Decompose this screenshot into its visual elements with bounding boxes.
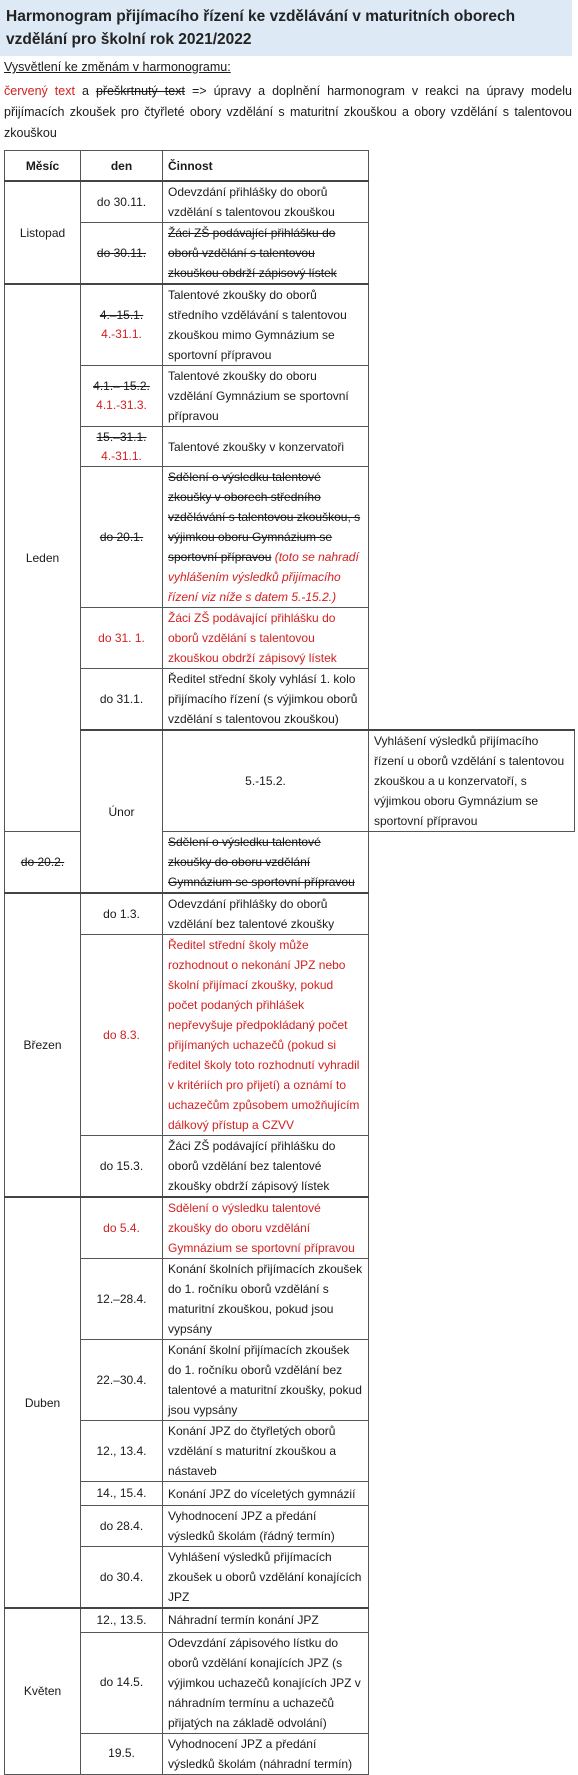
activity-text: (toto se nahradí vyhlášením výsledků přijímacího řízení viz níže s datem 5.-15.2.) <box>168 550 359 604</box>
legend-strike-text: přeškrtnutý text <box>95 84 185 98</box>
day-cell <box>81 1136 163 1198</box>
activity-text: Konání JPZ do čtyřletých oborů vzdělání s maturitní zkouškou a nástaveb <box>168 1424 337 1478</box>
day-text: do 30.4. <box>99 1569 144 1584</box>
header-day: den <box>81 151 163 182</box>
table-row <box>5 1733 575 1774</box>
day-cell <box>81 427 163 467</box>
day-cell <box>81 935 163 1136</box>
activity-cell <box>163 1340 369 1421</box>
day-cell <box>81 669 163 731</box>
activity-cell <box>163 893 369 935</box>
explanation-heading: Vysvětlení ke změnám v harmonogramu: <box>4 60 231 74</box>
day-cell <box>81 366 163 427</box>
table-row <box>5 1608 575 1632</box>
document-title: Harmonogram přijímacího řízení ke vzdělávání v maturitních oborech vzdělání pro školní rok 2021/2022 <box>6 8 516 48</box>
activity-text: Odevzdání přihlášky do oborů vzdělání bez talentové zkoušky <box>168 897 335 931</box>
day-cell <box>81 1340 163 1421</box>
activity-text: Náhradní termín konání JPZ <box>168 1613 319 1628</box>
activity-cell <box>163 832 369 894</box>
day-cell <box>81 1197 163 1259</box>
table-row <box>5 669 575 731</box>
table-row <box>5 893 575 935</box>
activity-text: Konání školních přijímacích zkoušek do 1. ročníku oborů vzdělání s maturitní zkouškou, pokud jsou vypsány <box>168 1262 363 1336</box>
activity-cell <box>163 1608 369 1632</box>
activity-cell <box>163 1259 369 1340</box>
title-banner <box>0 0 572 56</box>
table-row <box>5 1506 575 1547</box>
day-text: do 1.3. <box>103 906 140 921</box>
activity-cell <box>163 223 369 285</box>
table-row <box>5 223 575 285</box>
day-text: 15.–31.1. <box>96 429 147 444</box>
table-row <box>5 284 575 366</box>
activity-cell <box>163 1547 369 1609</box>
activity-text: Vyhlášení výsledků přijímacího řízení u oborů vzdělání s talentovou zkouškou a u konzervatoří, s výjimkou oboru Gymnázium se sportovní přípravou <box>374 734 565 828</box>
day-text: do 20.1. <box>99 529 144 544</box>
table-row <box>5 181 575 223</box>
header-activity: Činnost <box>163 151 369 182</box>
month-cell: Duben <box>5 1197 81 1608</box>
activity-text: Talentové zkoušky v konzervatoři <box>168 439 345 454</box>
activity-text: Sdělení o výsledku talentové zkoušky do oboru vzdělání Gymnázium se sportovní přípravou <box>168 835 355 889</box>
month-cell: Listopad <box>5 181 81 284</box>
activity-cell <box>163 181 369 223</box>
day-cell <box>81 284 163 366</box>
activity-text: Talentové zkoušky do oboru vzdělání Gymnázium se sportovní přípravou <box>168 369 349 423</box>
legend-and: a <box>74 84 96 98</box>
month-cell: Únor <box>81 730 163 893</box>
day-cell <box>81 1506 163 1547</box>
day-text: 19.5. <box>108 1746 135 1760</box>
activity-cell <box>163 427 369 467</box>
day-cell <box>81 1547 163 1609</box>
day-cell <box>81 1733 163 1774</box>
day-cell <box>81 1421 163 1482</box>
month-cell: Leden <box>5 284 81 832</box>
day-text: 22.–30.4. <box>96 1372 147 1387</box>
activity-cell <box>163 1482 369 1506</box>
header-month: Měsíc <box>5 151 81 182</box>
day-text: 12., 13.5. <box>96 1612 147 1627</box>
table-row <box>5 1136 575 1198</box>
day-cell <box>81 467 163 608</box>
table-row <box>5 467 575 608</box>
activity-text: Odevzdání přihlášky do oborů vzdělání s talentovou zkouškou <box>168 185 335 219</box>
table-row <box>5 1632 575 1733</box>
day-text: 12., 13.4. <box>96 1443 147 1458</box>
day-text: 4.–15.1. <box>99 308 144 322</box>
activity-text: Ředitel střední školy může rozhodnout o nekonání JPZ nebo školní přijímací zkoušky, pokud počet podaných přihlášek nepřevyšuje předpokládaný počet přijímaných uchazečů (pokud si ředitel školy toto rozhodnutí vyhradil v kritériích pro přijetí) a oznámí to uchazečům způsobem umožňujícím dálkový přístup a CZVV <box>168 938 360 1132</box>
table-header-row <box>5 151 575 182</box>
day-text: do 20.2. <box>20 854 65 869</box>
day-text: 4.1.-31.3. <box>96 398 147 412</box>
table-row <box>5 1547 575 1609</box>
table-row <box>5 1340 575 1421</box>
day-cell <box>81 608 163 669</box>
month-cell: Květen <box>5 1608 81 1774</box>
activity-cell <box>163 1136 369 1198</box>
activity-cell <box>163 1197 369 1259</box>
activity-text: Konání JPZ do víceletých gymnázií <box>168 1486 356 1501</box>
table-row <box>5 366 575 427</box>
activity-cell <box>163 1632 369 1733</box>
activity-cell <box>369 730 575 832</box>
activity-cell <box>163 1421 369 1482</box>
activity-text: Vyhlášení výsledků přijímacích zkoušek u oborů vzdělání konajících JPZ <box>168 1550 362 1604</box>
activity-text: Žáci ZŠ podávající přihlášku do oborů vzdělání s talentovou zkouškou obdrží zápisový lístek <box>168 611 337 665</box>
table-row <box>5 730 575 832</box>
activity-text: Vyhodnocení JPZ a předání výsledků školám (řádný termín) <box>168 1509 335 1543</box>
day-text: 4.1.– 15.2. <box>93 379 150 393</box>
activity-text: Talentové zkoušky do oborů středního vzdělávání s talentovou zkouškou mimo Gymnázium se sportovní přípravou <box>168 288 347 362</box>
explanation-text <box>4 81 572 144</box>
day-cell <box>81 1259 163 1340</box>
activity-text: Žáci ZŠ podávající přihlášku do oborů vzdělání bez talentové zkoušky obdrží zápisový lístek <box>168 1139 336 1193</box>
day-text: do 8.3. <box>103 1027 140 1042</box>
day-text: do 14.5. <box>99 1675 144 1689</box>
activity-cell <box>163 366 369 427</box>
day-text: 4.-31.1. <box>101 327 142 341</box>
month-cell: Březen <box>5 893 81 1197</box>
activity-cell <box>163 1506 369 1547</box>
table-row <box>5 1482 575 1506</box>
day-text: do 31. 1. <box>98 630 145 645</box>
activity-cell <box>163 1733 369 1774</box>
day-cell <box>81 1482 163 1506</box>
table-row <box>5 1197 575 1259</box>
day-text: 4.-31.1. <box>101 448 142 463</box>
table-row <box>5 935 575 1136</box>
activity-cell <box>163 669 369 731</box>
activity-text: Konání školní přijímacích zkoušek do 1. ročníku oborů vzdělání bez talentové a maturitní zkoušky, pokud jsou vypsány <box>168 1343 362 1417</box>
day-text: 14., 15.4. <box>96 1486 147 1500</box>
legend-description: => úpravy a doplnění harmonogram v reakci na úpravy modelu přijímacích zkoušek pro čtyřleté obory vzdělání s maturitní zkouškou a obory vzdělání s talentovou zkouškou <box>4 84 572 140</box>
day-text: do 30.11. <box>96 245 147 260</box>
day-text: 12.–28.4. <box>96 1291 147 1306</box>
day-cell <box>81 1632 163 1733</box>
day-text: do 15.3. <box>99 1158 144 1173</box>
activity-cell <box>163 935 369 1136</box>
schedule-table <box>4 150 575 1775</box>
day-cell <box>81 893 163 935</box>
activity-cell <box>163 608 369 669</box>
activity-text: Vyhodnocení JPZ a předání výsledků školám (náhradní termín) <box>168 1736 353 1771</box>
day-text: do 31.1. <box>99 691 144 706</box>
day-cell <box>81 181 163 223</box>
activity-text: Odevzdání zápisového lístku do oborů vzdělání konajících JPZ (s výjimkou uchazečů konajících JPZ v náhradním termínu a uchazečů přijatých na základě odvolání) <box>168 1635 361 1730</box>
day-cell <box>5 832 81 894</box>
activity-text: Ředitel střední školy vyhlásí 1. kolo přijímacího řízení (s výjimkou oborů vzdělání s talentovou zkouškou) <box>168 672 358 726</box>
activity-text: Žáci ZŠ podávající přihlášku do oborů vzdělání s talentovou zkouškou obdrží zápisový lístek <box>168 226 337 280</box>
table-row <box>5 608 575 669</box>
activity-text: Sdělení o výsledku talentové zkoušky do oboru vzdělání Gymnázium se sportovní přípravou <box>168 1201 355 1255</box>
activity-text: Sdělení o výsledku talentové zkoušky v oborech středního vzdělávání s talentovou zkouškou, s výjimkou oboru Gymnázium se sportovní přípravou <box>168 470 361 564</box>
day-cell <box>81 223 163 285</box>
day-text: do 28.4. <box>99 1518 144 1533</box>
day-cell <box>163 730 369 832</box>
schedule-body <box>5 181 575 1774</box>
legend-red-text: červený text <box>4 84 75 98</box>
table-row <box>5 427 575 467</box>
day-cell <box>81 1608 163 1632</box>
table-row <box>5 1421 575 1482</box>
day-text: do 5.4. <box>103 1220 140 1235</box>
activity-cell <box>163 467 369 608</box>
day-text: 5.-15.2. <box>245 773 286 788</box>
table-row <box>5 1259 575 1340</box>
day-text: do 30.11. <box>96 194 147 209</box>
activity-cell <box>163 284 369 366</box>
